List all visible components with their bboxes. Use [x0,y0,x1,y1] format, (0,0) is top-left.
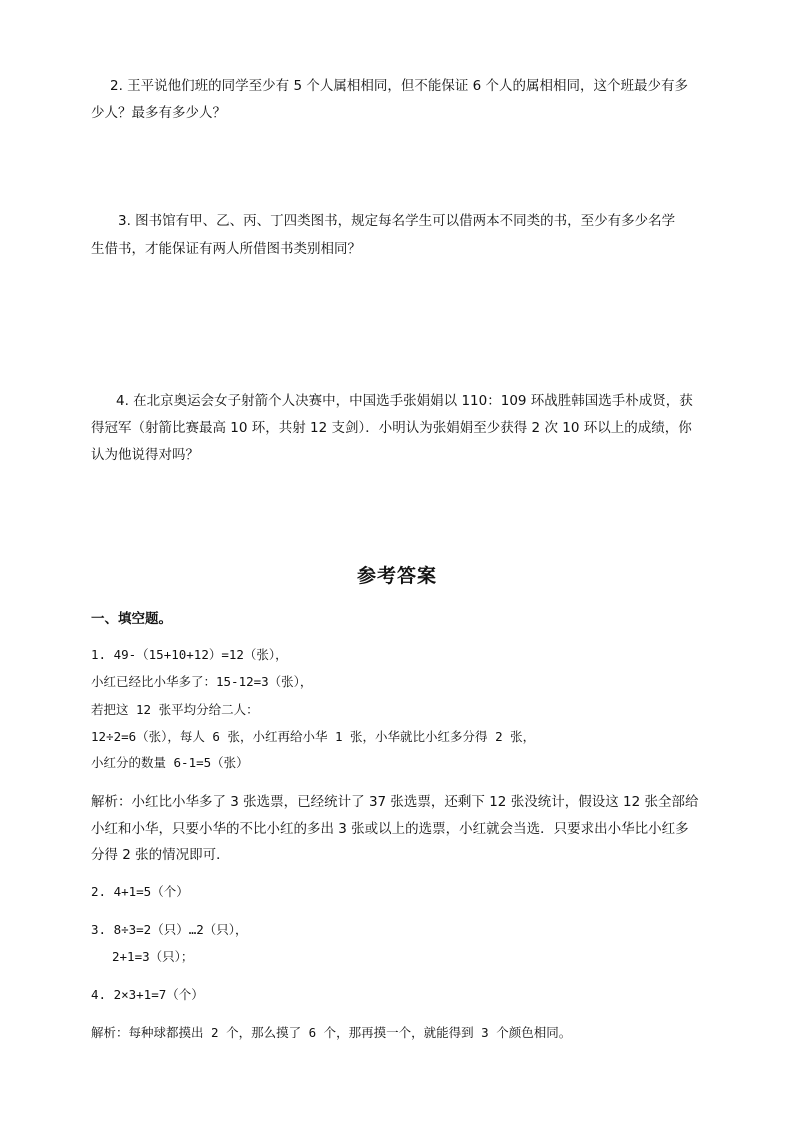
answer-4-analysis: 解析：每种球都摸出 2 个，那么摸了 6 个，那再摸一个，就能得到 3 个颜色相同。 [91,1025,572,1040]
answer-2: 2. 4+1=5（个） [91,884,189,899]
answer-1-analysis-line-1: 解析：小红比小华多了 3 张选票，已经统计了 37 张选票，还剩下 12 张没统计，假设这 12 张全部给 [91,794,699,810]
answer-3-line-1: 3. 8÷3=2（只）…2（只）， [91,922,248,937]
answer-4: 4. 2×3+1=7（个） [91,987,204,1002]
question-3-line-1: 3. 图书馆有甲、乙、丙、丁四类图书，规定每名学生可以借两本不同类的书，至少有多少名学 [118,213,676,229]
answer-1-line-4: 12÷2=6（张），每人 6 张，小红再给小华 1 张，小华就比小红多分得 2 张， [91,729,536,744]
answer-3-line-2: 2+1=3（只）； [112,949,194,964]
answer-1-analysis-line-3: 分得 2 张的情况即可． [91,847,230,863]
question-2-line-1: 2. 王平说他们班的同学至少有 5 个人属相相同，但不能保证 6 个人的属相相同，这个班最少有多 [110,78,689,94]
section-heading: 一、填空题。 [91,611,172,627]
question-4-line-2: 得冠军（射箭比赛最高 10 环，共射 12 支剑）．小明认为张娟娟至少获得 2 次 10 环以上的成绩，你 [91,420,692,436]
answer-1-line-1: 1. 49-（15+10+12）=12（张）， [91,647,288,662]
answer-1-line-5: 小红分的数量 6-1=5（张） [91,755,249,770]
question-3-line-2: 生借书，才能保证有两人所借图书类别相同？ [91,241,361,257]
question-4-line-3: 认为他说得对吗？ [91,447,199,463]
answers-title: 参考答案 [356,565,437,587]
question-4-line-1: 4. 在北京奥运会女子射箭个人决赛中，中国选手张娟娟以 110：109 环战胜韩国选手朴成贤，获 [116,393,693,409]
answer-1-line-2: 小红已经比小华多了：15-12=3（张）， [91,674,313,689]
question-2-line-2: 少人？最多有多少人？ [91,105,226,121]
answer-1-line-3: 若把这 12 张平均分给二人： [91,702,259,717]
answer-1-analysis-line-2: 小红和小华，只要小华的不比小红的多出 3 张或以上的选票，小红就会当选．只要求出小华比小红多 [91,821,689,837]
